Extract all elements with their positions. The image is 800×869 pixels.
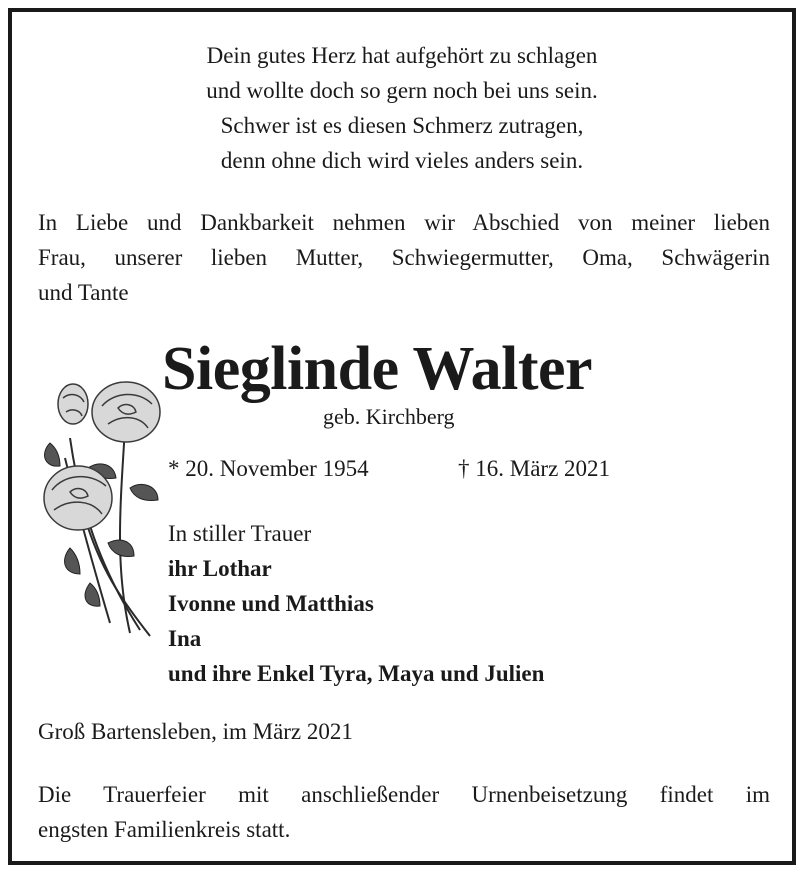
mourner-name: ihr Lothar: [168, 556, 272, 581]
poem: [12, 38, 792, 178]
intro-line: In Liebe und Dankbarkeit nehmen wir Abschied von meiner lieben: [38, 210, 770, 235]
mourners-heading: In stiller Trauer: [168, 521, 312, 546]
funeral-note-line: Die Trauerfeier mit anschließender Urnenbeisetzung findet im: [38, 782, 770, 807]
intro-line: und Tante: [38, 280, 129, 305]
poem-line: Dein gutes Herz hat aufgehört zu schlagen: [206, 43, 598, 68]
poem-line: denn ohne dich wird vieles anders sein.: [220, 148, 584, 173]
place-date: Groß Bartensleben, im März 2021: [38, 719, 353, 744]
birth-name: geb. Kirchberg: [323, 404, 455, 429]
poem-line: Schwer ist es diesen Schmerz zutragen,: [220, 113, 584, 138]
birth-date: * 20. November 1954: [168, 456, 369, 481]
funeral-note-line: engsten Familienkreis statt.: [38, 817, 291, 842]
funeral-note: [38, 777, 770, 847]
mourner-name: Ina: [168, 626, 202, 651]
intro-text: [38, 205, 770, 310]
deceased-name: Sieglinde Walter: [162, 335, 593, 403]
roses-icon: [30, 368, 170, 648]
death-date: † 16. März 2021: [458, 456, 611, 481]
mourner-name: und ihre Enkel Tyra, Maya und Julien: [168, 661, 545, 686]
obituary-frame: [8, 8, 796, 865]
mourners: [168, 516, 544, 691]
poem-line: und wollte doch so gern noch bei uns sein.: [206, 78, 598, 103]
mourner-name: Ivonne und Matthias: [168, 591, 374, 616]
intro-line: Frau, unserer lieben Mutter, Schwiegermutter, Oma, Schwägerin: [38, 245, 770, 270]
